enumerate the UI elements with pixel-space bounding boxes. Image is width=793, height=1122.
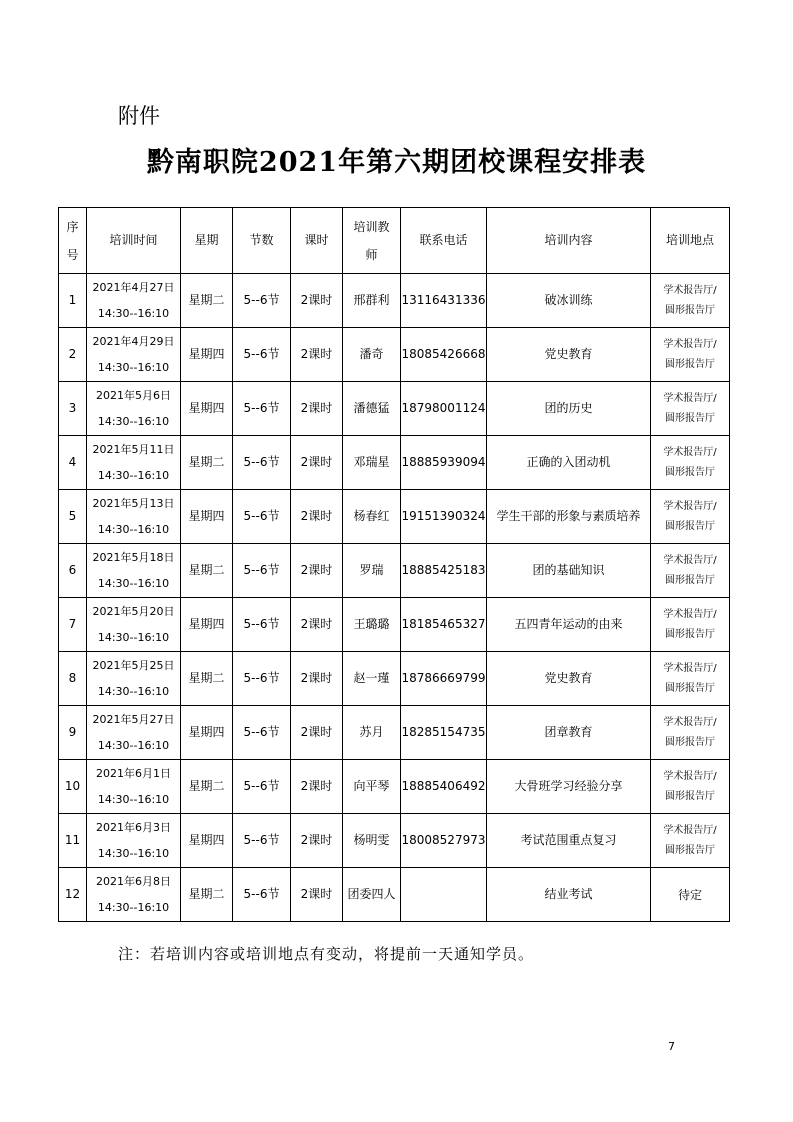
cell-no: 10 [59, 760, 87, 814]
cell-hours: 2课时 [291, 868, 343, 922]
cell-date-time [87, 652, 181, 706]
cell-location-loc2: 圆形报告厅 [665, 304, 715, 316]
cell-weekday: 星期二 [181, 436, 233, 490]
cell-weekday: 星期二 [181, 868, 233, 922]
header-section: 节数 [233, 208, 291, 274]
cell-content: 结业考试 [487, 868, 651, 922]
cell-no: 4 [59, 436, 87, 490]
table-row [59, 814, 730, 868]
cell-content: 党史教育 [487, 652, 651, 706]
cell-date-time-time: 14:30--16:10 [97, 522, 170, 536]
cell-location-loc1: 学术报告厅/ [663, 770, 717, 782]
cell-location [651, 328, 730, 382]
cell-hours: 2课时 [291, 544, 343, 598]
cell-no: 7 [59, 598, 87, 652]
cell-date-time-date: 2021年5月27日 [92, 712, 175, 726]
cell-date-time [87, 382, 181, 436]
header-row [59, 208, 730, 274]
cell-content: 考试范围重点复习 [487, 814, 651, 868]
table-row [59, 652, 730, 706]
cell-phone: 18798001124 [401, 382, 487, 436]
cell-section: 5--6节 [233, 868, 291, 922]
cell-location-loc1: 学术报告厅/ [663, 500, 717, 512]
header-no-line1: 序 [66, 219, 79, 234]
table-row [59, 274, 730, 328]
cell-weekday: 星期四 [181, 382, 233, 436]
cell-location [651, 598, 730, 652]
cell-location-loc1: 学术报告厅/ [663, 284, 717, 296]
cell-content: 学生干部的形象与素质培养 [487, 490, 651, 544]
cell-date-time-time: 14:30--16:10 [97, 792, 170, 806]
cell-weekday: 星期四 [181, 328, 233, 382]
header-no-line2: 号 [66, 247, 79, 262]
cell-date-time-time: 14:30--16:10 [97, 306, 170, 320]
cell-date-time-date: 2021年6月3日 [96, 820, 171, 834]
cell-no: 11 [59, 814, 87, 868]
page-title: 黔南职院2021年第六期团校课程安排表 [146, 147, 647, 178]
cell-phone: 18085426668 [401, 328, 487, 382]
header-time: 培训时间 [87, 208, 181, 274]
cell-location-loc1: 学术报告厅/ [663, 338, 717, 350]
cell-no: 5 [59, 490, 87, 544]
header-phone: 联系电话 [401, 208, 487, 274]
header-content: 培训内容 [487, 208, 651, 274]
header-no [59, 208, 87, 274]
cell-location [651, 814, 730, 868]
header-hours: 课时 [291, 208, 343, 274]
cell-hours: 2课时 [291, 760, 343, 814]
cell-weekday: 星期四 [181, 706, 233, 760]
cell-date-time [87, 544, 181, 598]
cell-date-time [87, 436, 181, 490]
cell-section: 5--6节 [233, 490, 291, 544]
cell-section: 5--6节 [233, 814, 291, 868]
cell-location-loc2: 圆形报告厅 [665, 520, 715, 532]
cell-location [651, 544, 730, 598]
cell-content: 团的基础知识 [487, 544, 651, 598]
table-row [59, 436, 730, 490]
cell-date-time-date: 2021年6月1日 [96, 766, 171, 780]
header-weekday: 星期 [181, 208, 233, 274]
page-number: 7 [668, 1040, 675, 1053]
cell-date-time [87, 706, 181, 760]
cell-phone: 18885406492 [401, 760, 487, 814]
cell-weekday: 星期二 [181, 544, 233, 598]
table-row [59, 328, 730, 382]
cell-location [651, 274, 730, 328]
cell-teacher: 向平琴 [343, 760, 401, 814]
table-row [59, 868, 730, 922]
cell-no: 6 [59, 544, 87, 598]
cell-section: 5--6节 [233, 436, 291, 490]
cell-weekday: 星期四 [181, 598, 233, 652]
cell-location-loc1: 学术报告厅/ [663, 662, 717, 674]
cell-location-loc1: 学术报告厅/ [663, 446, 717, 458]
cell-phone [401, 868, 487, 922]
cell-location-loc2: 圆形报告厅 [665, 790, 715, 802]
cell-section: 5--6节 [233, 274, 291, 328]
cell-section: 5--6节 [233, 652, 291, 706]
cell-hours: 2课时 [291, 436, 343, 490]
cell-teacher: 杨春红 [343, 490, 401, 544]
cell-date-time-date: 2021年5月25日 [92, 658, 175, 672]
cell-content: 大骨班学习经验分享 [487, 760, 651, 814]
cell-location [651, 382, 730, 436]
cell-date-time-time: 14:30--16:10 [97, 630, 170, 644]
cell-date-time [87, 598, 181, 652]
cell-teacher: 潘奇 [343, 328, 401, 382]
cell-no: 9 [59, 706, 87, 760]
cell-date-time-date: 2021年4月29日 [92, 334, 175, 348]
cell-weekday: 星期二 [181, 652, 233, 706]
cell-location-loc2: 圆形报告厅 [665, 736, 715, 748]
cell-location-loc1: 学术报告厅/ [663, 608, 717, 620]
header-teacher-line1: 培训教 [353, 219, 390, 234]
cell-location-loc1: 学术报告厅/ [663, 824, 717, 836]
cell-date-time-time: 14:30--16:10 [97, 576, 170, 590]
cell-section: 5--6节 [233, 382, 291, 436]
cell-section: 5--6节 [233, 598, 291, 652]
cell-teacher: 王璐璐 [343, 598, 401, 652]
cell-location-loc1: 学术报告厅/ [663, 392, 717, 404]
cell-no: 8 [59, 652, 87, 706]
cell-date-time-date: 2021年5月13日 [92, 496, 175, 510]
cell-weekday: 星期二 [181, 274, 233, 328]
cell-date-time-time: 14:30--16:10 [97, 684, 170, 698]
cell-teacher: 苏月 [343, 706, 401, 760]
table-row [59, 598, 730, 652]
cell-phone: 18285154735 [401, 706, 487, 760]
cell-hours: 2课时 [291, 706, 343, 760]
cell-date-time-time: 14:30--16:10 [97, 360, 170, 374]
cell-weekday: 星期二 [181, 760, 233, 814]
cell-hours: 2课时 [291, 328, 343, 382]
footnote: 注：若培训内容或培训地点有变动，将提前一天通知学员。 [118, 945, 535, 963]
cell-date-time-date: 2021年5月20日 [92, 604, 175, 618]
cell-location-loc2: 圆形报告厅 [665, 574, 715, 586]
cell-content: 团的历史 [487, 382, 651, 436]
cell-date-time [87, 814, 181, 868]
cell-teacher: 杨明雯 [343, 814, 401, 868]
cell-no: 2 [59, 328, 87, 382]
cell-content: 正确的入团动机 [487, 436, 651, 490]
cell-teacher: 潘德猛 [343, 382, 401, 436]
cell-weekday: 星期四 [181, 490, 233, 544]
cell-date-time-date: 2021年5月11日 [92, 442, 175, 456]
table-row [59, 382, 730, 436]
cell-location-loc1: 学术报告厅/ [663, 716, 717, 728]
cell-section: 5--6节 [233, 706, 291, 760]
cell-phone: 18885425183 [401, 544, 487, 598]
cell-location-loc1: 待定 [677, 887, 702, 902]
cell-date-time-date: 2021年5月6日 [96, 388, 171, 402]
cell-phone: 18185465327 [401, 598, 487, 652]
cell-location-loc2: 圆形报告厅 [665, 682, 715, 694]
table-row [59, 706, 730, 760]
cell-no: 12 [59, 868, 87, 922]
cell-date-time [87, 760, 181, 814]
table-row [59, 490, 730, 544]
cell-location-loc2: 圆形报告厅 [665, 844, 715, 856]
cell-location-loc1: 学术报告厅/ [663, 554, 717, 566]
table-row [59, 760, 730, 814]
cell-location [651, 652, 730, 706]
cell-hours: 2课时 [291, 652, 343, 706]
cell-phone: 18786669799 [401, 652, 487, 706]
header-location: 培训地点 [651, 208, 730, 274]
schedule-body [59, 208, 730, 922]
cell-location [651, 436, 730, 490]
cell-no: 3 [59, 382, 87, 436]
cell-phone: 13116431336 [401, 274, 487, 328]
cell-location [651, 490, 730, 544]
cell-date-time [87, 274, 181, 328]
cell-content: 团章教育 [487, 706, 651, 760]
cell-date-time-time: 14:30--16:10 [97, 468, 170, 482]
cell-teacher: 团委四人 [343, 868, 401, 922]
cell-teacher: 罗瑞 [343, 544, 401, 598]
cell-location [651, 760, 730, 814]
cell-location-loc2: 圆形报告厅 [665, 412, 715, 424]
cell-teacher: 赵一瑾 [343, 652, 401, 706]
cell-date-time-date: 2021年6月8日 [96, 874, 171, 888]
schedule-table [58, 207, 730, 922]
cell-location [651, 868, 730, 922]
cell-hours: 2课时 [291, 274, 343, 328]
cell-phone: 18885939094 [401, 436, 487, 490]
cell-hours: 2课时 [291, 382, 343, 436]
cell-hours: 2课时 [291, 490, 343, 544]
table-row [59, 544, 730, 598]
cell-phone: 18008527973 [401, 814, 487, 868]
cell-section: 5--6节 [233, 328, 291, 382]
cell-date-time [87, 328, 181, 382]
cell-date-time [87, 490, 181, 544]
cell-date-time-time: 14:30--16:10 [97, 414, 170, 428]
cell-content: 破冰训练 [487, 274, 651, 328]
cell-date-time [87, 868, 181, 922]
cell-date-time-time: 14:30--16:10 [97, 900, 170, 914]
cell-teacher: 邓瑞星 [343, 436, 401, 490]
attachment-label: 附件 [118, 104, 160, 128]
cell-section: 5--6节 [233, 760, 291, 814]
cell-location-loc2: 圆形报告厅 [665, 466, 715, 478]
cell-date-time-time: 14:30--16:10 [97, 738, 170, 752]
cell-section: 5--6节 [233, 544, 291, 598]
cell-no: 1 [59, 274, 87, 328]
cell-hours: 2课时 [291, 814, 343, 868]
cell-date-time-date: 2021年5月18日 [92, 550, 175, 564]
cell-phone: 19151390324 [401, 490, 487, 544]
cell-date-time-date: 2021年4月27日 [92, 280, 175, 294]
cell-teacher: 邢群利 [343, 274, 401, 328]
cell-content: 党史教育 [487, 328, 651, 382]
cell-weekday: 星期四 [181, 814, 233, 868]
cell-location-loc2: 圆形报告厅 [665, 358, 715, 370]
cell-hours: 2课时 [291, 598, 343, 652]
cell-location-loc2: 圆形报告厅 [665, 628, 715, 640]
cell-date-time-time: 14:30--16:10 [97, 846, 170, 860]
cell-content: 五四青年运动的由来 [487, 598, 651, 652]
cell-location [651, 706, 730, 760]
header-teacher [343, 208, 401, 274]
header-teacher-line2: 师 [365, 247, 378, 262]
